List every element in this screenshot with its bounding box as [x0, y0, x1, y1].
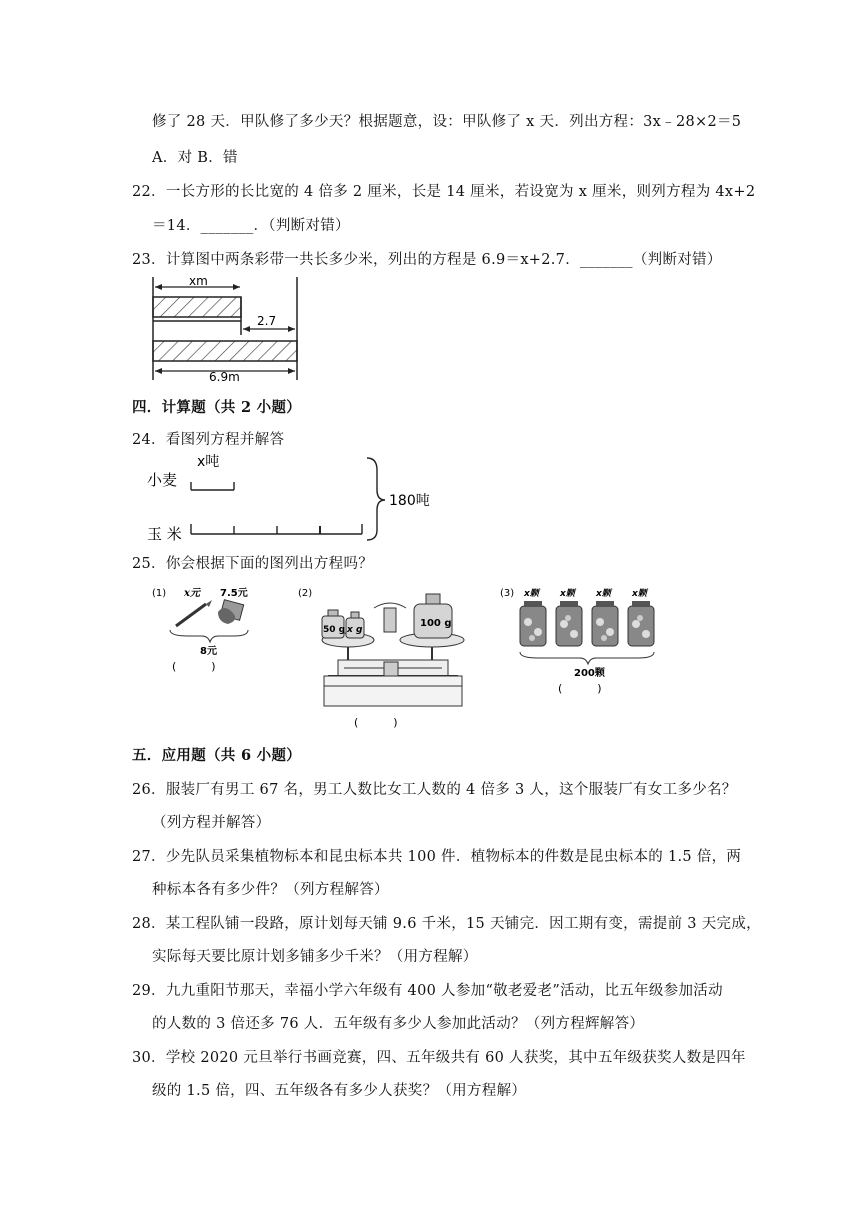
- panel1-number: (1): [152, 588, 167, 599]
- ribbon-diagram: [145, 275, 315, 385]
- jar3-label: x颗: [596, 589, 611, 599]
- panel1-total: 8元: [200, 646, 217, 657]
- ribbon-mid-label: 2.7: [257, 314, 277, 328]
- ribbon-bottom-label: 6.9m: [209, 370, 240, 384]
- section-5-heading: 五．应用题（共 6 小题）: [132, 747, 302, 764]
- panel2-weight-50: 50 g: [323, 625, 346, 635]
- question-26-line2: （列方程并解答）: [152, 815, 271, 831]
- question-27-line1: 27．少先队员采集植物标本和昆虫标本共 100 件．植物标本的件数是昆虫标本的 1.5 倍，两: [132, 849, 742, 865]
- pencil-icon: [176, 600, 212, 626]
- question-28-line2: 实际每天要比原计划多铺多少千米？（用方程解）: [152, 949, 478, 965]
- question-29-line2: 的人数的 3 倍还多 76 人．五年级有多少人参加此活动？（列方程辉解答）: [152, 1016, 645, 1032]
- wheat-corn-diagram: [145, 452, 445, 542]
- question-22-line2: ＝14．_______．（判断对错）: [152, 218, 350, 234]
- panel3-blank: ( ): [558, 682, 602, 695]
- question-25-line: 25．你会根据下面的图列出方程吗？: [132, 556, 374, 572]
- question-23-line: 23．计算图中两条彩带一共长多少米，列出的方程是 6.9＝x+2.7．_______（判断对错）: [132, 252, 722, 268]
- equation-pictures: [148, 582, 668, 732]
- question-30-line2: 级的 1.5 倍，四、五年级各有多少人获奖？（用方程解）: [152, 1083, 527, 1099]
- ribbon-top-label: xm: [189, 275, 208, 288]
- wheat-x-label: x吨: [197, 454, 220, 470]
- question-22-line1: 22．一长方形的长比宽的 4 倍多 2 厘米，长是 14 厘米，若设宽为 x 厘米，则列方程为 4x+2: [132, 184, 756, 200]
- question-29-line1: 29．九九重阳节那天，幸福小学六年级有 400 人参加“敬老爱老”活动，比五年级参加活动: [132, 983, 723, 999]
- panel2-number: (2): [298, 588, 313, 599]
- panel2-weight-x: x g: [347, 625, 363, 635]
- panel2-weight-100: 100 g: [420, 618, 452, 629]
- balance-scale-icon: [322, 594, 464, 706]
- paint-pack-icon: [218, 600, 244, 624]
- question-21-line: 修了 28 天．甲队修了多少天？根据题意，设：甲队修了 x 天．列出方程：3x﹣28×2＝5: [152, 114, 742, 130]
- panel1-pack-price: 7.5元: [220, 588, 248, 599]
- corn-label: 玉 米: [147, 525, 182, 542]
- section-4-heading: 四．计算题（共 2 小题）: [132, 399, 302, 416]
- question-26-line1: 26．服装厂有男工 67 名，男工人数比女工人数的 4 倍多 3 人，这个服装厂有女工多少名？: [132, 782, 737, 798]
- question-21-options: A．对 B．错: [152, 150, 238, 166]
- question-27-line2: 种标本各有多少件？（列方程解答）: [152, 882, 389, 898]
- jar4-label: x颗: [632, 589, 647, 599]
- candy-jars-icon: [520, 588, 654, 646]
- question-28-line1: 28．某工程队铺一段路，原计划每天铺 9.6 千米，15 天铺完．因工期有变，需提前 3 天完成，: [132, 916, 761, 932]
- panel2-blank: ( ): [354, 716, 398, 729]
- jar2-label: x颗: [560, 589, 575, 599]
- total-label: 180吨: [389, 493, 430, 509]
- panel3-total: 200颗: [574, 668, 605, 679]
- question-30-line1: 30．学校 2020 元旦举行书画竞赛，四、五年级共有 60 人获奖，其中五年级获奖人数是四年: [132, 1050, 746, 1066]
- panel1-blank: ( ): [172, 660, 216, 673]
- question-24-line: 24．看图列方程并解答: [132, 432, 285, 448]
- panel3-number: (3): [500, 588, 515, 599]
- panel1-pen-price: x元: [184, 588, 200, 599]
- jar1-label: x颗: [524, 589, 539, 599]
- wheat-label: 小麦: [147, 471, 178, 489]
